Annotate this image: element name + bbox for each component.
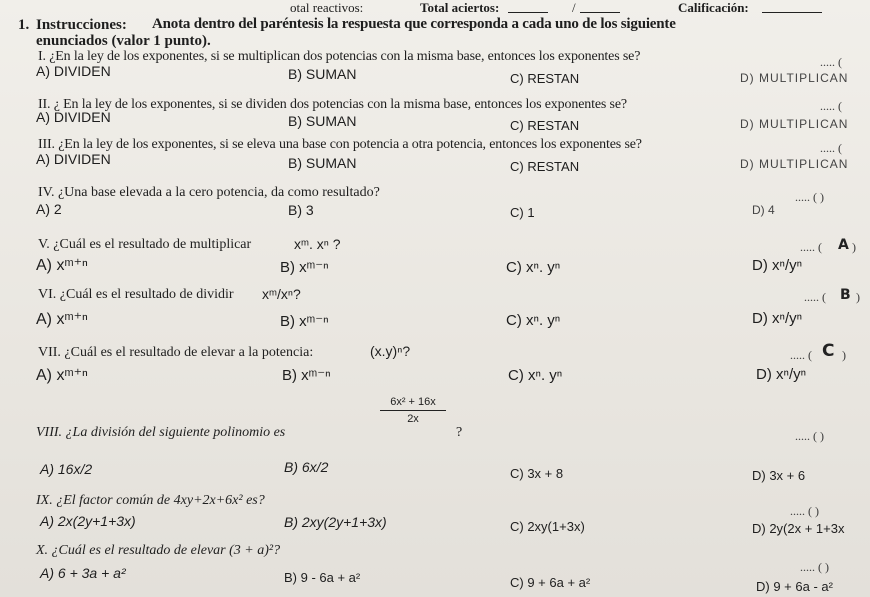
question-2-text: II. ¿ En la ley de los exponentes, si se dividen dos potencias con la misma base, entonces los exponentes se? bbox=[38, 97, 627, 112]
question-4-option-d[interactable]: D) 4 bbox=[752, 203, 775, 217]
question-1-answer-box[interactable]: ..... ( bbox=[820, 55, 842, 69]
calificacion-label: Calificación: bbox=[678, 0, 749, 15]
question-8-text: VIII. ¿La división del siguiente polinomio es bbox=[36, 425, 286, 440]
question-4-option-c[interactable]: C) 1 bbox=[510, 205, 535, 220]
question-8-question-mark: ? bbox=[456, 425, 463, 440]
aciertos-blank-1[interactable] bbox=[508, 12, 548, 13]
question-8-answer-box[interactable]: ..... ( ) bbox=[795, 429, 824, 443]
question-5-answer-close: ) bbox=[852, 240, 856, 254]
question-9-option-b[interactable]: B) 2xy(2y+1+3x) bbox=[284, 514, 387, 530]
question-10-text: X. ¿Cuál es el resultado de elevar (3 + a)²? bbox=[36, 543, 281, 558]
question-6-option-d[interactable]: D) xⁿ/yⁿ bbox=[752, 310, 803, 327]
question-7-expression: (x.y)ⁿ? bbox=[370, 343, 411, 359]
question-10-option-d[interactable]: D) 9 + 6a - a² bbox=[756, 579, 833, 594]
question-3-option-d[interactable]: D) MULTIPLICAN bbox=[740, 157, 849, 171]
question-6-option-a[interactable]: A) xᵐ⁺ⁿ bbox=[36, 311, 88, 328]
question-8-fraction bbox=[380, 396, 446, 425]
question-9-text: IX. ¿El factor común de 4xy+2x+6x² es? bbox=[36, 493, 265, 508]
question-7-handwritten-answer: C bbox=[822, 341, 835, 361]
question-4-answer-box[interactable]: ..... ( ) bbox=[795, 190, 824, 204]
question-3-answer-box[interactable]: ..... ( bbox=[820, 141, 842, 155]
question-6-handwritten-answer: B bbox=[840, 287, 851, 303]
question-5-option-c[interactable]: C) xⁿ. yⁿ bbox=[506, 259, 561, 276]
aciertos-slash: / bbox=[572, 0, 576, 15]
question-9-option-d[interactable]: D) 2y(2x + 1+3x bbox=[752, 521, 845, 536]
question-1-option-a[interactable]: A) DIVIDEN bbox=[36, 63, 111, 79]
question-5-option-b[interactable]: B) xᵐ⁻ⁿ bbox=[280, 259, 329, 276]
instructions-text-2: enunciados (valor 1 punto). bbox=[36, 33, 211, 49]
question-9-option-c[interactable]: C) 2xy(1+3x) bbox=[510, 519, 585, 534]
instructions-text: Anota dentro del paréntesis la respuesta que corresponda a cada uno de los siguiente bbox=[152, 16, 676, 32]
total-reactivos-label: otal reactivos: bbox=[290, 0, 364, 15]
fraction-bar bbox=[380, 410, 446, 411]
question-7-option-a[interactable]: A) xᵐ⁺ⁿ bbox=[36, 367, 88, 384]
question-9-option-a[interactable]: A) 2x(2y+1+3x) bbox=[40, 513, 136, 529]
question-10-option-b[interactable]: B) 9 - 6a + a² bbox=[284, 570, 361, 585]
question-10-answer-box[interactable]: ..... ( ) bbox=[800, 560, 829, 574]
aciertos-blank-2[interactable] bbox=[580, 12, 620, 13]
question-5-option-d[interactable]: D) xⁿ/yⁿ bbox=[752, 257, 803, 274]
question-7-option-b[interactable]: B) xᵐ⁻ⁿ bbox=[282, 367, 331, 384]
question-7-text: VII. ¿Cuál es el resultado de elevar a la potencia: bbox=[38, 345, 314, 360]
question-2-option-c[interactable]: C) RESTAN bbox=[510, 118, 580, 133]
question-8-option-c[interactable]: C) 3x + 8 bbox=[510, 466, 564, 481]
question-5-answer-box[interactable]: ..... ( bbox=[800, 240, 822, 254]
question-1-option-d[interactable]: D) MULTIPLICAN bbox=[740, 71, 849, 85]
question-8-option-b[interactable]: B) 6x/2 bbox=[284, 459, 329, 475]
question-6-text: VI. ¿Cuál es el resultado de dividir bbox=[38, 287, 234, 302]
question-4-option-b[interactable]: B) 3 bbox=[288, 202, 314, 218]
question-8-fraction-denominator: 2x bbox=[407, 413, 419, 425]
question-5-expression: xᵐ. xⁿ ? bbox=[294, 236, 341, 252]
question-1-text: I. ¿En la ley de los exponentes, si se multiplican dos potencias con la misma base, entonces los exponentes se? bbox=[38, 49, 641, 64]
question-3-option-b[interactable]: B) SUMAN bbox=[288, 155, 357, 171]
question-9-answer-box[interactable]: ..... ( ) bbox=[790, 504, 819, 518]
question-7-option-d[interactable]: D) xⁿ/yⁿ bbox=[756, 366, 807, 383]
question-8-option-a[interactable]: A) 16x/2 bbox=[40, 461, 93, 477]
instructions-number: 1. bbox=[18, 17, 30, 33]
question-4-text: IV. ¿Una base elevada a la cero potencia, da como resultado? bbox=[38, 185, 380, 200]
question-6-answer-box[interactable]: ..... ( bbox=[804, 290, 826, 304]
question-1-option-c[interactable]: C) RESTAN bbox=[510, 71, 580, 86]
question-5-option-a[interactable]: A) xᵐ⁺ⁿ bbox=[36, 257, 88, 274]
question-8-option-d[interactable]: D) 3x + 6 bbox=[752, 468, 806, 483]
question-2-option-b[interactable]: B) SUMAN bbox=[288, 113, 357, 129]
question-6-option-c[interactable]: C) xⁿ. yⁿ bbox=[506, 312, 561, 329]
question-1-option-b[interactable]: B) SUMAN bbox=[288, 66, 357, 82]
question-6-option-b[interactable]: B) xᵐ⁻ⁿ bbox=[280, 313, 329, 330]
question-3-text: III. ¿En la ley de los exponentes, si se eleva una base con potencia a otra potencia, entonces los exponentes se? bbox=[38, 137, 642, 152]
question-6-answer-close: ) bbox=[856, 290, 860, 304]
instructions-label: Instrucciones: bbox=[36, 17, 127, 33]
question-7-answer-box[interactable]: ..... ( bbox=[790, 348, 812, 362]
question-10-option-a[interactable]: A) 6 + 3a + a² bbox=[40, 565, 126, 581]
question-7-answer-close: ) bbox=[842, 348, 846, 362]
question-2-answer-box[interactable]: ..... ( bbox=[820, 99, 842, 113]
question-8-fraction-numerator: 6x² + 16x bbox=[390, 396, 436, 408]
question-7-option-c[interactable]: C) xⁿ. yⁿ bbox=[508, 367, 563, 384]
calificacion-blank[interactable] bbox=[762, 12, 822, 13]
question-3-option-a[interactable]: A) DIVIDEN bbox=[36, 151, 111, 167]
total-aciertos-label: Total aciertos: bbox=[420, 0, 500, 15]
question-10-option-c[interactable]: C) 9 + 6a + a² bbox=[510, 575, 591, 590]
question-6-expression: xᵐ/xⁿ? bbox=[262, 286, 301, 302]
question-5-text: V. ¿Cuál es el resultado de multiplicar bbox=[38, 237, 252, 252]
question-4-option-a[interactable]: A) 2 bbox=[36, 201, 62, 217]
question-2-option-a[interactable]: A) DIVIDEN bbox=[36, 109, 111, 125]
question-3-option-c[interactable]: C) RESTAN bbox=[510, 159, 580, 174]
question-5-handwritten-answer: A bbox=[838, 237, 849, 253]
question-2-option-d[interactable]: D) MULTIPLICAN bbox=[740, 117, 849, 131]
